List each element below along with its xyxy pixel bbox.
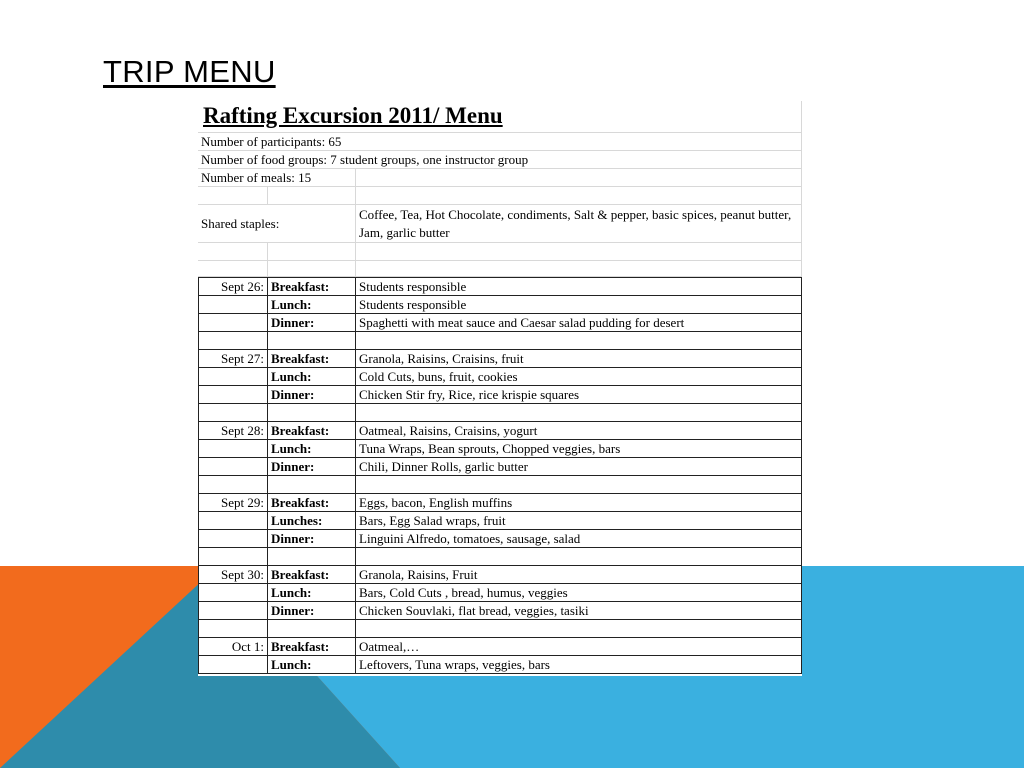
menu-document xyxy=(198,101,802,676)
blank-row xyxy=(198,243,802,261)
menu-date: Oct 1: xyxy=(198,638,268,655)
menu-date xyxy=(198,458,268,475)
menu-food: Cold Cuts, buns, fruit, cookies xyxy=(356,368,802,385)
menu-meal: Breakfast: xyxy=(268,422,356,439)
blank-row xyxy=(198,187,802,205)
menu-food: Granola, Raisins, Fruit xyxy=(356,566,802,583)
menu-row xyxy=(198,314,802,332)
menu-meal: Dinner: xyxy=(268,530,356,547)
menu-row xyxy=(198,296,802,314)
menu-row xyxy=(198,512,802,530)
menu-row xyxy=(198,656,802,674)
menu-food: Students responsible xyxy=(356,278,802,295)
menu-food: Students responsible xyxy=(356,296,802,313)
menu-food: Granola, Raisins, Craisins, fruit xyxy=(356,350,802,367)
menu-row xyxy=(198,440,802,458)
menu-row xyxy=(198,422,802,440)
menu-row xyxy=(198,494,802,512)
spacer-row xyxy=(198,332,802,350)
menu-date: Sept 26: xyxy=(198,278,268,295)
participants-text: Number of participants: 65 xyxy=(198,133,802,150)
menu-food: Leftovers, Tuna wraps, veggies, bars xyxy=(356,656,802,673)
menu-row xyxy=(198,368,802,386)
spacer-row xyxy=(198,404,802,422)
staples-value: Coffee, Tea, Hot Chocolate, condiments, Salt & pepper, basic spices, peanut butter, Jam, garlic butter xyxy=(356,205,802,242)
menu-row xyxy=(198,530,802,548)
staples-label: Shared staples: xyxy=(198,205,356,242)
menu-meal: Breakfast: xyxy=(268,566,356,583)
menu-date xyxy=(198,530,268,547)
menu-meal: Lunch: xyxy=(268,656,356,673)
menu-date xyxy=(198,440,268,457)
menu-row xyxy=(198,458,802,476)
menu-food: Spaghetti with meat sauce and Caesar salad pudding for desert xyxy=(356,314,802,331)
menu-meal: Breakfast: xyxy=(268,278,356,295)
menu-row xyxy=(198,638,802,656)
menu-date xyxy=(198,386,268,403)
menu-food: Bars, Egg Salad wraps, fruit xyxy=(356,512,802,529)
menu-meal: Breakfast: xyxy=(268,350,356,367)
menu-date xyxy=(198,368,268,385)
menu-meal: Dinner: xyxy=(268,314,356,331)
doc-title: Rafting Excursion 2011/ Menu xyxy=(198,101,802,132)
menu-food: Eggs, bacon, English muffins xyxy=(356,494,802,511)
spacer-row xyxy=(198,620,802,638)
menu-date: Sept 29: xyxy=(198,494,268,511)
menu-date: Sept 28: xyxy=(198,422,268,439)
menu-meal: Breakfast: xyxy=(268,638,356,655)
menu-row xyxy=(198,350,802,368)
menu-date xyxy=(198,296,268,313)
menu-date: Sept 27: xyxy=(198,350,268,367)
blank-row xyxy=(198,261,802,277)
menu-row xyxy=(198,277,802,296)
menu-meal: Breakfast: xyxy=(268,494,356,511)
menu-meal: Dinner: xyxy=(268,386,356,403)
menu-row xyxy=(198,386,802,404)
menu-row xyxy=(198,566,802,584)
food-groups-text: Number of food groups: 7 student groups, one instructor group xyxy=(198,151,802,168)
menu-date xyxy=(198,314,268,331)
menu-food: Chili, Dinner Rolls, garlic butter xyxy=(356,458,802,475)
staples-row xyxy=(198,205,802,243)
meals-text: Number of meals: 15 xyxy=(198,169,356,186)
menu-date xyxy=(198,584,268,601)
menu-meal: Lunch: xyxy=(268,440,356,457)
menu-row xyxy=(198,602,802,620)
doc-title-row xyxy=(198,101,802,133)
menu-food: Bars, Cold Cuts , bread, humus, veggies xyxy=(356,584,802,601)
menu-food: Chicken Souvlaki, flat bread, veggies, tasiki xyxy=(356,602,802,619)
menu-food: Oatmeal, Raisins, Craisins, yogurt xyxy=(356,422,802,439)
spacer-row xyxy=(198,476,802,494)
menu-meal: Lunch: xyxy=(268,296,356,313)
menu-row xyxy=(198,584,802,602)
menu-meal: Dinner: xyxy=(268,458,356,475)
menu-date xyxy=(198,656,268,673)
menu-date xyxy=(198,512,268,529)
menu-food: Oatmeal,… xyxy=(356,638,802,655)
menu-meal: Lunch: xyxy=(268,584,356,601)
menu-meal: Lunches: xyxy=(268,512,356,529)
menu-food: Chicken Stir fry, Rice, rice krispie squares xyxy=(356,386,802,403)
slide-title: TRIP MENU xyxy=(103,54,276,89)
menu-date: Sept 30: xyxy=(198,566,268,583)
menu-meal: Dinner: xyxy=(268,602,356,619)
menu-date xyxy=(198,602,268,619)
menu-food: Linguini Alfredo, tomatoes, sausage, salad xyxy=(356,530,802,547)
menu-meal: Lunch: xyxy=(268,368,356,385)
menu-food: Tuna Wraps, Bean sprouts, Chopped veggies, bars xyxy=(356,440,802,457)
spacer-row xyxy=(198,548,802,566)
